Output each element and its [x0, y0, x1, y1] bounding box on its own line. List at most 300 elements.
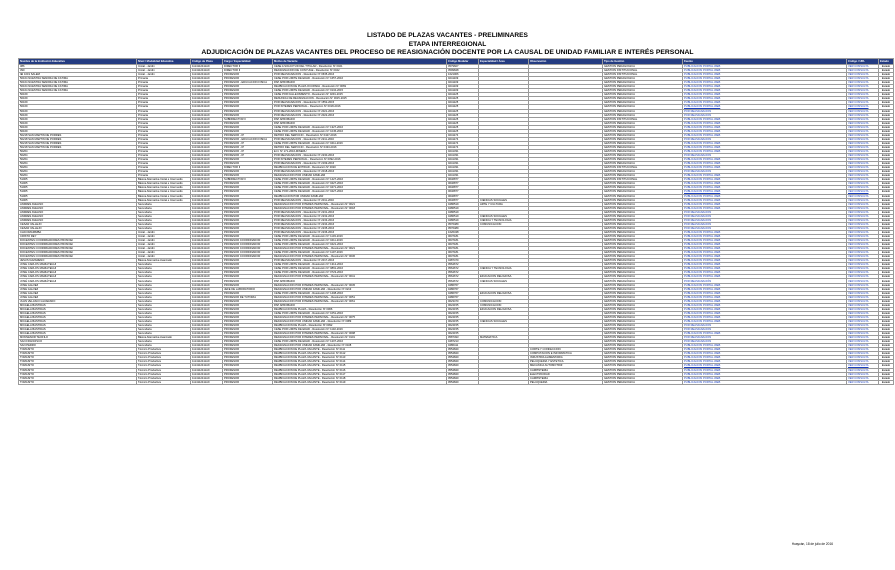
table-cell[interactable]: VER CONSULTA: [847, 210, 879, 214]
table-cell[interactable]: PUBLICACIÓN PORTAL WEB: [683, 380, 847, 384]
table-cell[interactable]: PUBLICACIÓN PORTAL WEB: [683, 344, 847, 348]
table-cell[interactable]: POR REASIGNACIÓN: [683, 154, 847, 158]
table-cell[interactable]: VER CONSULTA: [847, 319, 879, 323]
table-cell[interactable]: PUBLICACIÓN PORTAL WEB: [683, 73, 847, 77]
table-cell[interactable]: PUBLICACIÓN PORTAL WEB: [683, 356, 847, 360]
table-cell[interactable]: VER CONSULTA: [847, 206, 879, 210]
table-cell[interactable]: PUBLICACIÓN PORTAL WEB: [683, 352, 847, 356]
table-cell[interactable]: VER CONSULTA: [847, 93, 879, 97]
table-cell: GESTIÓN PEDAGÓGICA: [603, 101, 683, 105]
table-cell: 1114112411A9: [191, 303, 223, 307]
table-cell: 0624155: [447, 332, 479, 336]
table-cell: CARPINTERÍA: [529, 376, 603, 380]
table-cell[interactable]: PUBLICACIÓN PORTAL WEB: [683, 368, 847, 372]
table-cell[interactable]: VER CONSULTA: [847, 275, 879, 279]
table-cell[interactable]: PUBLICACIÓN PORTAL WEB: [683, 202, 847, 206]
table-cell: TOMASITO: [19, 360, 137, 364]
table-cell: PROFESOR: [223, 315, 273, 319]
table-cell[interactable]: VER CONSULTA: [847, 166, 879, 170]
table-cell[interactable]: VER CONSULTA: [847, 77, 879, 81]
table-cell[interactable]: POR REASIGNACIÓN: [683, 218, 847, 222]
table-cell[interactable]: VER CONSULTA: [847, 291, 879, 295]
table-cell[interactable]: PUBLICACIÓN PORTAL WEB: [683, 65, 847, 69]
table-cell[interactable]: VER CONSULTA: [847, 307, 879, 311]
table-cell[interactable]: PUBLICACIÓN PORTAL WEB: [683, 255, 847, 259]
table-cell[interactable]: VER CONSULTA: [847, 239, 879, 243]
table-cell: CESE POR LÍMITE DE EDAD - Resolución Nº 0427-2016: [273, 190, 447, 194]
table-cell[interactable]: VER CONSULTA: [847, 125, 879, 129]
table-cell: 0637181: [447, 234, 479, 238]
document-titles: [0, 32, 895, 58]
table-cell: MECÁNICA AUTOMOTRIZ: [529, 364, 603, 368]
table-cell: Primaria: [137, 145, 191, 149]
table-cell[interactable]: PUBLICACIÓN PORTAL WEB: [683, 230, 847, 234]
table-cell: GESTIÓN PEDAGÓGICA: [603, 295, 683, 299]
table-cell: PROFESOR: [223, 259, 273, 263]
table-cell[interactable]: POR REASIGNACIÓN: [683, 170, 847, 174]
table-cell[interactable]: PUBLICACIÓN PORTAL WEB: [683, 190, 847, 194]
table-cell[interactable]: PUBLICACIÓN PORTAL WEB: [683, 332, 847, 336]
table-cell[interactable]: VER CONSULTA: [847, 85, 879, 89]
table-cell[interactable]: VER CONSULTA: [847, 344, 879, 348]
table-cell[interactable]: PUBLICACIÓN PORTAL WEB: [683, 121, 847, 125]
table-cell: 0646877: [447, 190, 479, 194]
table-cell: REUBICACIÓN DE PLAZA VACANTE - Resolución Nº 0115: [273, 364, 447, 368]
table-cell: Primaria: [137, 149, 191, 153]
table-cell: 1114112411A9: [191, 97, 223, 101]
table-cell[interactable]: PUBLICACIÓN PORTAL WEB: [683, 283, 847, 287]
table-cell: PROFESOR: [223, 340, 273, 344]
table-cell: 0241174: [447, 133, 479, 137]
table-cell: 1114112411A9: [191, 145, 223, 149]
table-cell[interactable]: VER CONSULTA: [847, 174, 879, 178]
table-cell: Secundaria: [137, 210, 191, 214]
table-cell: Estado: [879, 93, 894, 97]
table-cell[interactable]: POR REASIGNACIÓN: [683, 328, 847, 332]
table-cell[interactable]: VER CONSULTA: [847, 162, 879, 166]
table-cell[interactable]: VER CONSULTA: [847, 149, 879, 153]
table-cell[interactable]: PUBLICACIÓN PORTAL WEB: [683, 166, 847, 170]
column-header: Observación: [529, 59, 603, 65]
table-cell: 0624155: [447, 319, 479, 323]
table-cell: Inicial - Jardín: [137, 239, 191, 243]
table-cell[interactable]: VER CONSULTA: [847, 376, 879, 380]
table-cell: Primaria: [137, 158, 191, 162]
table-cell[interactable]: VER CONSULTA: [847, 271, 879, 275]
table-cell[interactable]: PUBLICACIÓN PORTAL WEB: [683, 93, 847, 97]
table-cell: Secundaria: [137, 324, 191, 328]
table-cell[interactable]: VER CONSULTA: [847, 234, 879, 238]
table-cell[interactable]: VER CONSULTA: [847, 303, 879, 307]
table-cell: JOSÉ GÁLVEZ: [19, 295, 137, 299]
table-cell: CESE POR LÍMITE DE EDAD - Resolución Nº 0421-2016: [273, 243, 447, 247]
table-cell[interactable]: VER CONSULTA: [847, 170, 879, 174]
table-cell: REUBICACIÓN DE PLAZA VACANTE - Resolución Nº 0119: [273, 380, 447, 384]
table-cell: Secundaria: [137, 226, 191, 230]
table-cell: 0554840: [447, 348, 479, 352]
table-cell[interactable]: PUBLICACIÓN PORTAL WEB: [683, 182, 847, 186]
table-cell[interactable]: POR REASIGNACIÓN: [683, 222, 847, 226]
table-cell[interactable]: VER CONSULTA: [847, 186, 879, 190]
table-cell[interactable]: POR REASIGNACIÓN: [683, 340, 847, 344]
table-cell[interactable]: PUBLICACIÓN PORTAL WEB: [683, 295, 847, 299]
table-cell[interactable]: PUBLICACIÓN PORTAL WEB: [683, 89, 847, 93]
column-header: Tipo de Gestión: [603, 59, 683, 65]
table-cell: PROFESOR: [223, 125, 273, 129]
table-cell: PROFESOR: [223, 364, 273, 368]
table-cell[interactable]: POR REASIGNACIÓN: [683, 210, 847, 214]
table-cell: 50264: [19, 154, 137, 158]
table-cell: GESTIÓN INSTITUCIONAL: [603, 73, 683, 77]
table-cell[interactable]: VER CONSULTA: [847, 255, 879, 259]
table-cell: 1114112411A9: [191, 170, 223, 174]
table-cell[interactable]: VER CONSULTA: [847, 113, 879, 117]
table-cell: Estado: [879, 247, 894, 251]
table-cell[interactable]: VER CONSULTA: [847, 352, 879, 356]
table-cell[interactable]: VER CONSULTA: [847, 368, 879, 372]
table-cell: 50169: [19, 97, 137, 101]
table-cell: GESTIÓN PEDAGÓGICA: [603, 380, 683, 384]
table-cell[interactable]: PUBLICACIÓN PORTAL WEB: [683, 145, 847, 149]
table-cell: Estado: [879, 178, 894, 182]
table-cell: PROFESOR: [223, 214, 273, 218]
table-cell[interactable]: PUBLICACIÓN PORTAL WEB: [683, 105, 847, 109]
table-cell[interactable]: PUBLICACIÓN PORTAL WEB: [683, 315, 847, 319]
table-cell: Técnico Productiva: [137, 356, 191, 360]
table-cell: 1114112411A9: [191, 174, 223, 178]
table-cell[interactable]: VER CONSULTA: [847, 133, 879, 137]
table-cell: Estado: [879, 154, 894, 158]
table-cell[interactable]: PUBLICACIÓN PORTAL WEB: [683, 85, 847, 89]
table-cell[interactable]: PUBLICACIÓN PORTAL WEB: [683, 69, 847, 73]
table-cell[interactable]: VER CONSULTA: [847, 89, 879, 93]
table-cell[interactable]: VER CONSULTA: [847, 380, 879, 384]
table-cell: 1114112411A9: [191, 364, 223, 368]
table-cell: ANDRÉS AVELINO: [19, 218, 137, 222]
table-cell: POR REASIGNACIÓN - Resolución Nº 2231-2016: [273, 210, 447, 214]
column-header: Cargo / Especialidad: [223, 59, 273, 65]
table-cell: 0241125: [447, 97, 479, 101]
table-cell: GESTIÓN PEDAGÓGICA: [603, 279, 683, 283]
table-cell[interactable]: VER CONSULTA: [847, 121, 879, 125]
table-cell[interactable]: PUBLICACIÓN PORTAL WEB: [683, 275, 847, 279]
table-cell[interactable]: PUBLICACIÓN PORTAL WEB: [683, 186, 847, 190]
table-cell[interactable]: VER CONSULTA: [847, 336, 879, 340]
table-cell: 1114112411A9: [191, 336, 223, 340]
table-cell[interactable]: PUBLICACIÓN PORTAL WEB: [683, 101, 847, 105]
table-cell[interactable]: PUBLICACIÓN PORTAL WEB: [683, 259, 847, 263]
table-cell[interactable]: VER CONSULTA: [847, 182, 879, 186]
table-cell[interactable]: VER CONSULTA: [847, 360, 879, 364]
table-cell[interactable]: VER CONSULTA: [847, 202, 879, 206]
table-cell[interactable]: PUBLICACIÓN PORTAL WEB: [683, 311, 847, 315]
table-cell[interactable]: POR REASIGNACIÓN: [683, 137, 847, 141]
table-cell[interactable]: POR REASIGNACIÓN: [683, 113, 847, 117]
table-cell[interactable]: VER CONSULTA: [847, 145, 879, 149]
table-cell: SUBDIRECTOR II: [223, 117, 273, 121]
column-header: Código / URL: [847, 59, 879, 65]
table-cell: DIRECTOR II: [223, 69, 273, 73]
table-cell: Estado: [879, 275, 894, 279]
table-cell: Estado: [879, 295, 894, 299]
table-cell: 50169: [19, 121, 137, 125]
table-row: [19, 380, 894, 384]
table-cell: Estado: [879, 251, 894, 255]
table-cell: 1114112411A9: [191, 328, 223, 332]
table-cell[interactable]: PUBLICACIÓN PORTAL WEB: [683, 263, 847, 267]
table-cell: 51005: [19, 198, 137, 202]
table-cell: Inicial - Jardín: [137, 230, 191, 234]
table-cell: Estado: [879, 194, 894, 198]
table-cell[interactable]: POR REASIGNACIÓN: [683, 214, 847, 218]
table-cell: POR REASIGNACIÓN - Resolución Nº 2199-2016: [273, 162, 447, 166]
table-cell[interactable]: PUBLICACIÓN PORTAL WEB: [683, 234, 847, 238]
table-cell[interactable]: POR REASIGNACIÓN: [683, 324, 847, 328]
table-cell[interactable]: VER CONSULTA: [847, 154, 879, 158]
table-cell: Estado: [879, 303, 894, 307]
table-cell: CESE POR LÍMITE DE EDAD - Resolución Nº 0891-2016: [273, 267, 447, 271]
table-cell[interactable]: PUBLICACIÓN PORTAL WEB: [683, 303, 847, 307]
table-cell[interactable]: VER CONSULTA: [847, 332, 879, 336]
table-cell: TOMASITO: [19, 376, 137, 380]
table-cell[interactable]: PUBLICACIÓN PORTAL WEB: [683, 247, 847, 251]
table-cell[interactable]: PUBLICACIÓN PORTAL WEB: [683, 299, 847, 303]
table-cell: PROFESOR: [223, 93, 273, 97]
table-cell: 50169: [19, 105, 137, 109]
table-cell[interactable]: VER CONSULTA: [847, 364, 879, 368]
table-cell[interactable]: PUBLICACIÓN PORTAL WEB: [683, 141, 847, 145]
table-cell[interactable]: PUBLICACIÓN PORTAL WEB: [683, 174, 847, 178]
table-cell: PROFESOR: [223, 73, 273, 77]
table-cell: REASIGNACIÓN POR INTERÉS PERSONAL - Resolución Nº 0018: [273, 206, 447, 210]
table-cell: 1114112411A9: [191, 376, 223, 380]
table-cell: 0241331: [447, 154, 479, 158]
table-cell[interactable]: PUBLICACIÓN PORTAL WEB: [683, 360, 847, 364]
table-cell[interactable]: VER CONSULTA: [847, 222, 879, 226]
table-cell[interactable]: PUBLICACIÓN PORTAL WEB: [683, 239, 847, 243]
table-cell[interactable]: PUBLICACIÓN PORTAL WEB: [683, 194, 847, 198]
table-cell: Básica Alternativa Inicial e Intermedio: [137, 178, 191, 182]
table-cell[interactable]: VER CONSULTA: [847, 69, 879, 73]
table-cell[interactable]: PUBLICACIÓN PORTAL WEB: [683, 307, 847, 311]
table-cell: PROFESOR: [223, 198, 273, 202]
table-cell[interactable]: VER CONSULTA: [847, 194, 879, 198]
table-cell: GESTIÓN PEDAGÓGICA: [603, 324, 683, 328]
table-cell[interactable]: VER CONSULTA: [847, 251, 879, 255]
table-cell[interactable]: PUBLICACIÓN PORTAL WEB: [683, 133, 847, 137]
table-cell[interactable]: VER CONSULTA: [847, 324, 879, 328]
table-cell: 0241125: [447, 109, 479, 113]
table-cell: 0241125: [447, 129, 479, 133]
table-cell: CORTE Y CONFECCIÓN: [529, 348, 603, 352]
table-cell[interactable]: VER CONSULTA: [847, 340, 879, 344]
table-cell: Básica Alternativa Avanzado: [137, 336, 191, 340]
table-cell[interactable]: VER CONSULTA: [847, 311, 879, 315]
table-cell[interactable]: VER CONSULTA: [847, 158, 879, 162]
table-cell: 1114112411A9: [191, 117, 223, 121]
table-cell: PROFESOR: [223, 368, 273, 372]
table-cell[interactable]: POR REASIGNACIÓN: [683, 226, 847, 230]
table-cell[interactable]: VER CONSULTA: [847, 109, 879, 113]
table-cell: Secundaria: [137, 299, 191, 303]
table-cell: TOMASITO: [19, 348, 137, 352]
table-cell[interactable]: VER CONSULTA: [847, 190, 879, 194]
table-cell: 0241331: [447, 166, 479, 170]
table-cell: 0637181: [447, 251, 479, 255]
table-cell: DOCENTES COORDINADORES PRONOEI: [19, 243, 137, 247]
table-cell: POR INTERÉS PERSONAL - Resolución Nº 0092-2016: [273, 158, 447, 162]
table-cell[interactable]: VER CONSULTA: [847, 267, 879, 271]
table-cell: REUBICACIÓN DE PLAZA VACANTE - Resolución Nº 0118: [273, 376, 447, 380]
table-cell[interactable]: PUBLICACIÓN PORTAL WEB: [683, 372, 847, 376]
table-cell[interactable]: PUBLICACIÓN PORTAL WEB: [683, 348, 847, 352]
table-cell: 1114112411A9: [191, 226, 223, 230]
table-cell: Técnico Productiva: [137, 380, 191, 384]
table-cell: GESTIÓN PEDAGÓGICA: [603, 376, 683, 380]
table-cell: PROFESOR: [223, 263, 273, 267]
table-cell[interactable]: VER CONSULTA: [847, 259, 879, 263]
table-cell: GESTIÓN PEDAGÓGICA: [603, 162, 683, 166]
table-cell[interactable]: VER CONSULTA: [847, 226, 879, 230]
table-cell[interactable]: VER CONSULTA: [847, 65, 879, 69]
table-cell[interactable]: VER CONSULTA: [847, 247, 879, 251]
table-cell: JESÚS NAZARENO: [19, 259, 137, 263]
table-cell: Estado: [879, 210, 894, 214]
table-cell[interactable]: VER CONSULTA: [847, 101, 879, 105]
table-cell[interactable]: VER CONSULTA: [847, 218, 879, 222]
table-cell: Estado: [879, 222, 894, 226]
table-cell[interactable]: VER CONSULTA: [847, 263, 879, 267]
table-cell[interactable]: VER CONSULTA: [847, 328, 879, 332]
table-cell[interactable]: VER CONSULTA: [847, 299, 879, 303]
table-cell[interactable]: PUBLICACIÓN PORTAL WEB: [683, 267, 847, 271]
table-cell[interactable]: PUBLICACIÓN PORTAL WEB: [683, 243, 847, 247]
table-cell: 1114112411A9: [191, 315, 223, 319]
table-cell: MICAELA BASTIDAS: [19, 307, 137, 311]
table-cell[interactable]: VER CONSULTA: [847, 198, 879, 202]
table-cell: 0637181: [447, 239, 479, 243]
table-cell: 1114112411A9: [191, 101, 223, 105]
table-cell[interactable]: PUBLICACIÓN PORTAL WEB: [683, 129, 847, 133]
table-cell[interactable]: VER CONSULTA: [847, 348, 879, 352]
table-cell[interactable]: VER CONSULTA: [847, 279, 879, 283]
table-cell: Estado: [879, 214, 894, 218]
table-cell[interactable]: VER CONSULTA: [847, 117, 879, 121]
table-cell: GESTIÓN PEDAGÓGICA: [603, 65, 683, 69]
table-cell[interactable]: PUBLICACIÓN PORTAL WEB: [683, 178, 847, 182]
table-cell[interactable]: VER CONSULTA: [847, 295, 879, 299]
table-cell[interactable]: VER CONSULTA: [847, 243, 879, 247]
table-cell[interactable]: PUBLICACIÓN PORTAL WEB: [683, 251, 847, 255]
table-cell[interactable]: VER CONSULTA: [847, 178, 879, 182]
table-cell: 51005: [19, 178, 137, 182]
table-cell[interactable]: VER CONSULTA: [847, 315, 879, 319]
table-cell[interactable]: VER CONSULTA: [847, 283, 879, 287]
table-cell: PROFESOR: [223, 332, 273, 336]
table-cell[interactable]: VER CONSULTA: [847, 214, 879, 218]
table-cell: 0241125: [447, 105, 479, 109]
table-cell[interactable]: PUBLICACIÓN PORTAL WEB: [683, 376, 847, 380]
table-cell: 390: [19, 69, 137, 73]
table-cell: ARTE Y CULTURA: [479, 202, 529, 206]
table-cell[interactable]: VER CONSULTA: [847, 73, 879, 77]
table-cell: Primaria: [137, 113, 191, 117]
table-cell[interactable]: VER CONSULTA: [847, 137, 879, 141]
table-cell: Básica Alternativa Inicial e Intermedio: [137, 186, 191, 190]
table-cell: MATEMÁTICA: [479, 336, 529, 340]
table-cell[interactable]: PUBLICACIÓN PORTAL WEB: [683, 291, 847, 295]
table-cell[interactable]: PUBLICACIÓN PORTAL WEB: [683, 287, 847, 291]
table-cell: PROFESOR: [223, 352, 273, 356]
table-cell: 0587493: [447, 336, 479, 340]
table-cell: 0624155: [447, 303, 479, 307]
table-cell[interactable]: PUBLICACIÓN PORTAL WEB: [683, 162, 847, 166]
table-cell[interactable]: VER CONSULTA: [847, 129, 879, 133]
table-cell[interactable]: PUBLICACIÓN PORTAL WEB: [683, 149, 847, 153]
table-cell[interactable]: VER CONSULTA: [847, 141, 879, 145]
table-cell: GESTIÓN PEDAGÓGICA: [603, 332, 683, 336]
table-cell: 1114112411A9: [191, 283, 223, 287]
table-cell: GESTIÓN PEDAGÓGICA: [603, 259, 683, 263]
table-cell[interactable]: PUBLICACIÓN PORTAL WEB: [683, 319, 847, 323]
table-cell[interactable]: PUBLICACIÓN PORTAL WEB: [683, 117, 847, 121]
table-cell: 1114112411A9: [191, 230, 223, 234]
table-cell: MICAELA BASTIDAS: [19, 328, 137, 332]
table-cell: Estado: [879, 364, 894, 368]
table-cell: PROFESOR: [223, 121, 273, 125]
table-cell[interactable]: VER CONSULTA: [847, 356, 879, 360]
table-cell[interactable]: POR REASIGNACIÓN: [683, 279, 847, 283]
table-cell: Estado: [879, 259, 894, 263]
table-cell: CESE POR LÍMITE DE EDAD - Resolución Nº 0427-2016: [273, 182, 447, 186]
table-cell: Primaria: [137, 85, 191, 89]
table-cell[interactable]: PUBLICACIÓN PORTAL WEB: [683, 198, 847, 202]
table-cell[interactable]: PUBLICACIÓN PORTAL WEB: [683, 77, 847, 81]
table-cell: GESTIÓN PEDAGÓGICA: [603, 271, 683, 275]
table-cell[interactable]: VER CONSULTA: [847, 287, 879, 291]
table-cell: 0624155: [447, 315, 479, 319]
table-cell: 0646877: [447, 198, 479, 202]
table-cell[interactable]: PUBLICACIÓN PORTAL WEB: [683, 158, 847, 162]
table-cell[interactable]: PUBLICACIÓN PORTAL WEB: [683, 125, 847, 129]
table-cell[interactable]: PUBLICACIÓN PORTAL WEB: [683, 97, 847, 101]
table-cell: CESE POR LÍMITE DE EDAD - Resolución Nº 1427-2016: [273, 178, 447, 182]
table-cell: REUBICACIÓN DE PLAZA - Resolución Nº 0092: [273, 324, 447, 328]
table-cell[interactable]: POR REASIGNACIÓN: [683, 109, 847, 113]
table-cell[interactable]: PUBLICACIÓN PORTAL WEB: [683, 81, 847, 85]
table-cell: 386: [19, 65, 137, 69]
table-cell: Primaria: [137, 133, 191, 137]
table-cell[interactable]: PUBLICACIÓN PORTAL WEB: [683, 206, 847, 210]
table-cell: Estado: [879, 105, 894, 109]
table-cell: 51005: [19, 194, 137, 198]
table-cell[interactable]: VER CONSULTA: [847, 81, 879, 85]
table-cell[interactable]: VER CONSULTA: [847, 230, 879, 234]
table-cell: 0487470: [447, 259, 479, 263]
table-cell[interactable]: VER CONSULTA: [847, 97, 879, 101]
table-cell[interactable]: VER CONSULTA: [847, 372, 879, 376]
table-cell[interactable]: VER CONSULTA: [847, 105, 879, 109]
table-cell: REASIGNACIÓN POR UNIDAD FAMILIAR - Resolución Nº 0213: [273, 287, 447, 291]
table-cell: Estado: [879, 149, 894, 153]
table-cell: RETIRO DEL SERVICIO - Resolución Nº 0427-2016: [273, 133, 447, 137]
table-cell: Estado: [879, 133, 894, 137]
table-cell: Secundaria: [137, 271, 191, 275]
table-cell[interactable]: POR REASIGNACIÓN: [683, 336, 847, 340]
table-cell[interactable]: PUBLICACIÓN PORTAL WEB: [683, 364, 847, 368]
table-cell: Inicial - Jardín: [137, 243, 191, 247]
table-cell[interactable]: PUBLICACIÓN PORTAL WEB: [683, 271, 847, 275]
